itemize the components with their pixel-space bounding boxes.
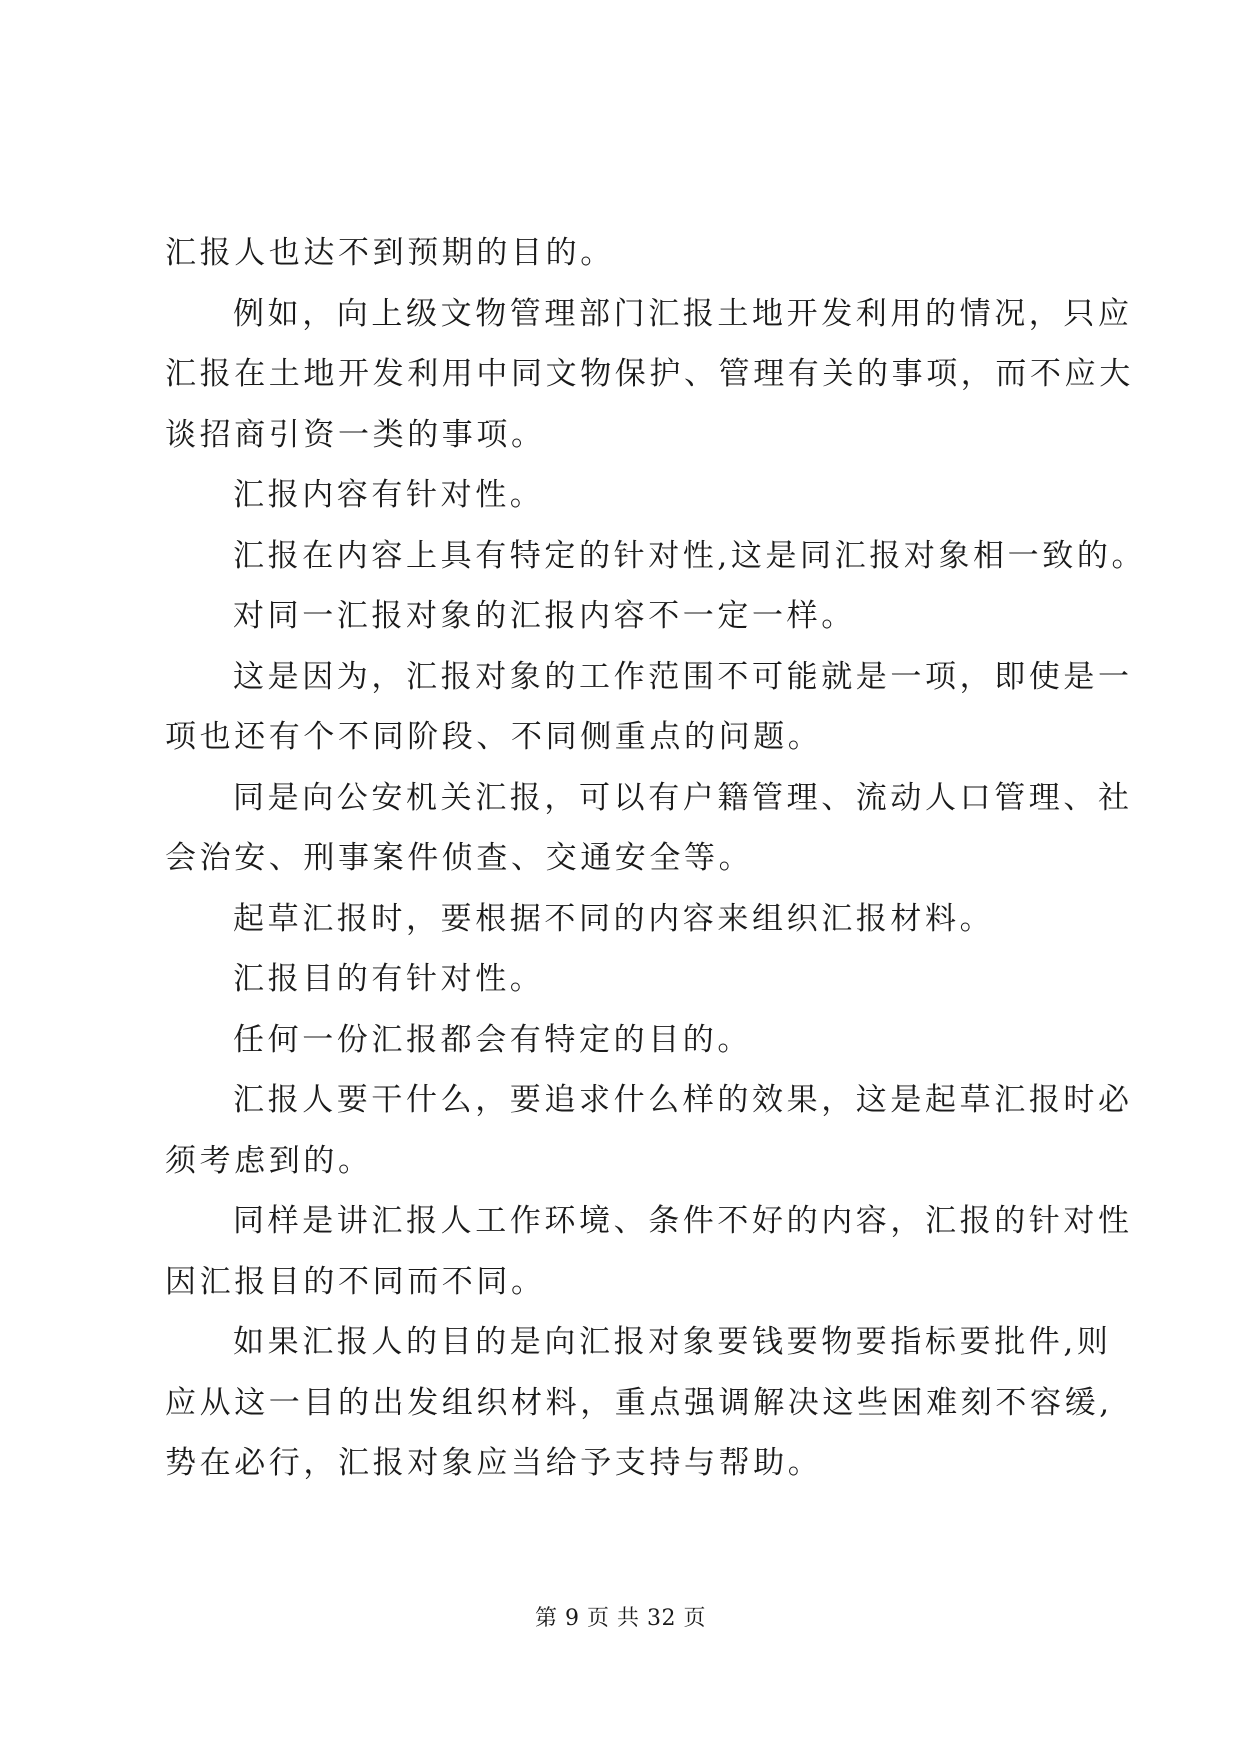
text-line: 汇报人要干什么，要追求什么样的效果，这是起草汇报时必: [233, 1082, 1133, 1118]
page-number-footer: 第 9 页 共 32 页: [535, 1606, 706, 1631]
text-line: 这是因为，汇报对象的工作范围不可能就是一项，即使是一: [233, 658, 1133, 695]
text-line: 起草汇报时，要根据不同的内容来组织汇报材料。: [233, 900, 995, 937]
text-line: 须考虑到的。: [165, 1142, 373, 1179]
text-line: 因汇报目的不同而不同。: [165, 1263, 546, 1300]
text-line: 同是向公安机关汇报，可以有户籍管理、流动人口管理、社: [233, 779, 1133, 816]
text-line: 会治安、刑事案件侦查、交通安全等。: [165, 840, 754, 876]
text-line: 应从这一目的出发组织材料，重点强调解决这些困难刻不容缓,: [165, 1384, 1113, 1421]
text-line: 汇报目的有针对性。: [233, 961, 545, 997]
text-line: 如果汇报人的目的是向汇报对象要钱要物要指标要批件,则: [233, 1324, 1112, 1360]
text-line: 项也还有个不同阶段、不同侧重点的问题。: [165, 719, 823, 755]
text-line: 汇报在内容上具有特定的针对性,这是同汇报对象相一致的。: [233, 537, 1147, 574]
text-line: 例如，向上级文物管理部门汇报土地开发利用的情况，只应: [233, 295, 1133, 332]
text-line: 谈招商引资一类的事项。: [165, 416, 546, 453]
text-line: 对同一汇报对象的汇报内容不一定一样。: [233, 598, 856, 634]
text-line: 汇报在土地开发利用中同文物保护、管理有关的事项，而不应大: [165, 356, 1134, 392]
document-body: [165, 223, 1147, 1494]
text-line: 同样是讲汇报人工作环境、条件不好的内容，汇报的针对性: [233, 1203, 1133, 1239]
text-line: 汇报内容有针对性。: [233, 477, 545, 513]
text-line: 势在必行，汇报对象应当给予支持与帮助。: [165, 1445, 823, 1481]
text-line: 任何一份汇报都会有特定的目的。: [233, 1021, 752, 1058]
text-line: 汇报人也达不到预期的目的。: [165, 235, 615, 271]
